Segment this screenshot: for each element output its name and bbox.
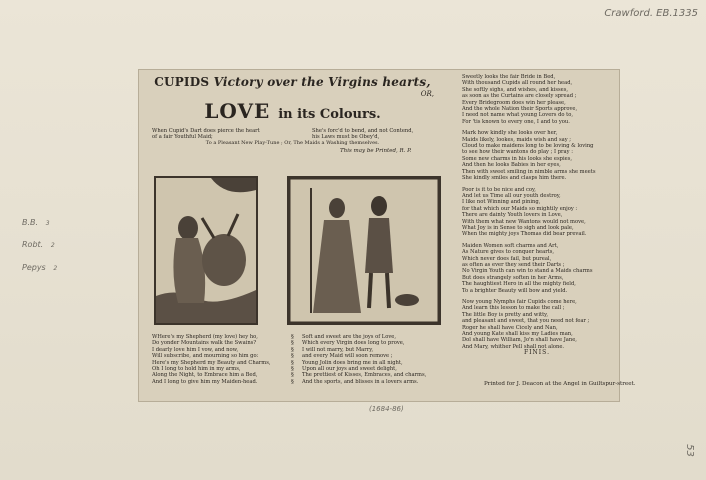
head-verse-right: She's forc'd to bend, and not Contend, his Laws must be Obey'd, [312, 128, 414, 141]
cupid-woodcut-image [156, 178, 256, 323]
title-or: OR, [420, 90, 434, 98]
woodcut-cupid [154, 176, 258, 325]
verse-marks: § § § § § § § § [291, 334, 294, 385]
author-line: This may be Printed, R. P. [340, 148, 412, 154]
woodcut-couple [287, 176, 441, 325]
title-line-1: CUPIDS Victory over the Virgins hearts, [154, 75, 431, 89]
side-note: Pepys 2 [22, 263, 58, 272]
page-number: 53 [684, 444, 696, 457]
side-note: Robt. 2 [22, 240, 55, 249]
verse-column-1: WHere's my Shepherd (my love) hey ho, Do yonder Mountains walk the Swains? I dearly love him I vow, and now, Will subscribe, and mourning so him go: Here's my Shepherd my Beauty and Charms, Oh I long to hold him in my arms, Along the Night, to Embrace him a Bed, And I long to give him my Maiden-head. [152, 334, 271, 385]
side-note: B.B. 3 [22, 218, 50, 227]
couple-woodcut-image [289, 178, 439, 323]
title-line-3: LOVE in its Colours. [204, 99, 381, 123]
shelfmark-note: Crawford. EB.1335 [604, 8, 698, 19]
tune-line: To a Pleasant New Play-Tune ; Or, The Maids a Washing themselves. [205, 140, 380, 146]
head-verse-left: When Cupid's Dart does pierce the heart of a fair Youthful Maid; [152, 128, 260, 141]
verse-column-2: Soft and sweet are the joys of Love, Which every Virgin does long to prove, I will not marry, but Marry, and every Maid will soon remove ; Young Jolin does bring me in all night, Upon all our joys and sweet delight, The prettiest of Kisses, Embraces, and charms, And the sports, and blisses in a lovers arms. [302, 334, 427, 385]
date-note: (1684-86) [369, 405, 404, 413]
finis: FINIS. [524, 349, 550, 357]
verse-column-3: Sweetly looks the fair Bride in Bed, With thousand Cupids all round her head, She softly sighs, and wishes, and kisses, as soon as the Curtains are closely spread ; Every Bridegroom does win her please, And the whole Nation their Sports approve, I need not name what young Lovers do to, For 'tis known to every one, I and to you. Mark how kindly she looks over her, Maids likely, lookes, maids wish and say ; Cloud to make maidens long to be loving & loving to see how their wantons do play ; I pray : Some new charms in his looks she espies, And then he looks Babies in her eyes, Then with sweet smiling in nimble arms she meets She kindly smiles and clasps him there. Poor is it to be nice and coy, And let us Time all our youth destroy, I like not Winning and pining, for that which our Maids so mightily enjoy : There are dainty Youth lovers in Love, With them what new Wantons would not move, What Joy is in Sense to sigh and look pale, When the mighty joys Thomas did bear prevail. Maiden Women soft charms and Art, As Nature gives to conquer hearts, Which never does fail, but pureal, as often as ever they send their Darts ; No Virgin Youth can win to stand a Maids charms But does strangely soften in her Arms, The haughtiest Hero in all the mighty field, To a brighter Beauty will bow and yield. Now young Nymphs fair Cupids come here, And learn this lesson to make the call ; The little Boy is pretty and witty, and pleasant and sweet, that you need not fear ; Roger he shall have Cicely and Nan, And young Kate shall kiss my Ladies man, Dol shall have William, Jo'n shall have Jane, And Mary, whither Pell shall not alone. FINIS. [462, 74, 612, 357]
imprint: Printed for J. Deacon at the Angel in Guiltspur-street. [484, 381, 636, 387]
